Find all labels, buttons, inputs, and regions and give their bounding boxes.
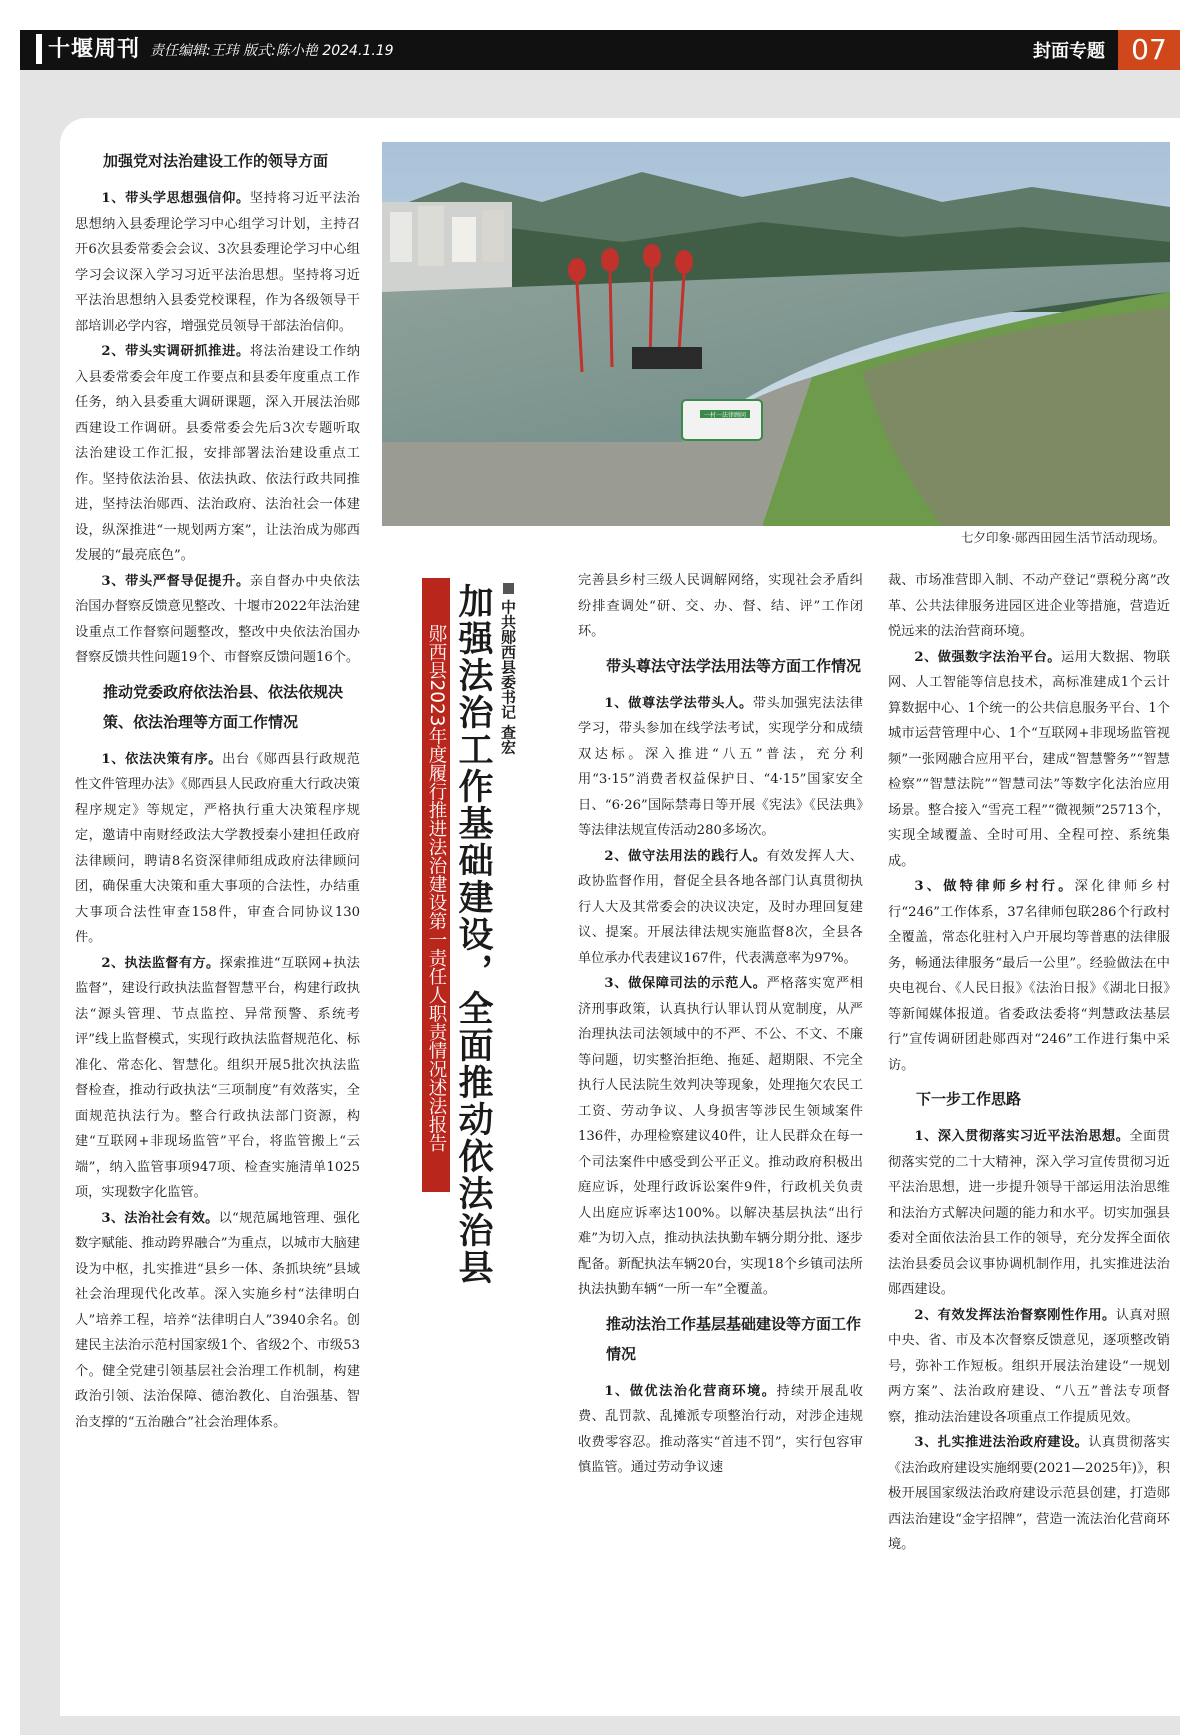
column-3	[888, 568, 1170, 1696]
paragraph: 1、依法决策有序。出台《郧西县行政规范性文件管理办法》《郧西县人民政府重大行政决策程序规定》等规定，严格执行重大决策程序规定，邀请中南财经政法大学教授秦小建担任政府法律顾问，聘请8名资深律师组成政府法律顾问团，确保重大决策和重大事项的合法性，办结重大事项合法性审查158件，审查合同协议130件。	[75, 751, 360, 945]
paragraph: 1、做尊法学法带头人。带头加强宪法法律学习，带头参加在线学法考试，实现学分和成绩双达标。深入推进“八五”普法，充分利用“3·15”消费者权益保护日、“4·15”国家安全日、“6·26”国际禁毒日等开展《宪法》《民法典》等法律法规宣传活动280多场次。	[578, 695, 863, 838]
paragraph: 3、带头严督导促提升。亲自督办中央依法治国办督察反馈意见整改、十堰市2022年法治建设重点工作督察问题整改，整改中央依法治国办督察反馈共性问题19个、市督察反馈问题16个。	[75, 573, 360, 665]
photo-caption: 七夕印象·郧西田园生活节活动现场。	[961, 530, 1165, 545]
paragraph: 完善县乡村三级人民调解网络，实现社会矛盾纠纷排查调处“研、交、办、督、结、评”工作闭环。	[578, 573, 863, 639]
event-photo	[382, 142, 1170, 526]
paragraph: 1、深入贯彻落实习近平法治思想。全面贯彻落实党的二十大精神，深入学习宣传贯彻习近平法治思想，进一步提升领导干部运用法治思维和法治方式解决问题的能力和水平。切实加强县委对全面依法治县工作的领导，充分发挥全面依法治县委员会议事协调机制作用，扎实推进法治郧西建设。	[888, 1129, 1170, 1297]
section-heading: 推动法治工作基层基础建设等方面工作情况	[606, 1314, 862, 1363]
editor-info: 责任编辑:王玮 版式:陈小艳 2024.1.19	[150, 43, 394, 59]
paragraph: 3、做保障司法的示范人。严格落实宽严相济刑事政策，认真执行认罪认罚从宽制度，从严治理执法司法领域中的不严、不公、不文、不廉等问题，切实整治拒绝、拖延、超期限、不完全执行人民法院生效判决等现象，处理拖欠农民工工资、劳动争议、人身损害等涉民生领域案件136件，办理检察建议40件，让人民群众在每一个司法案件中感受到公平正义。推动政府积极出庭应诉，处理行政诉讼案件9件，行政机关负责人出庭应诉率达100%。以解决基层执法“出行难”为切入点，推动执法执勤车辆分期分批、逐步配备。新配执法车辆20台，实现18个乡镇司法所执法执勤车辆“一所一车”全覆盖。	[578, 976, 863, 1297]
paragraph: 3、扎实推进法治政府建设。认真贯彻落实《法治政府建设实施纲要(2021—2025年)》，积极开展国家级法治政府建设示范县创建，打造郧西法治建设“金字招牌”，营造一流法治化营商环境。	[888, 1435, 1170, 1552]
section-heading: 推动党委政府依法治县、依法依规决策、依法治理等方面工作情况	[103, 682, 344, 731]
section-heading: 带头尊法守法学法用法等方面工作情况	[606, 656, 862, 675]
paragraph: 2、做守法用法的践行人。有效发挥人大、政协监督作用，督促全县各地各部门认真贯彻执行人大及其常委会的决议决定，及时办理回复建议、提案。开展法律法规实施监督8次，全县各单位承办代表建议167件，代表满意率为97%。	[578, 848, 863, 966]
paragraph: 1、带头学思想强信仰。坚持将习近平法治思想纳入县委理论学习中心组学习计划，主持召开6次县委常委会会议、3次县委理论学习中心组学习会议深入学习习近平法治思想。坚持将习近平法治思想纳入县委党校课程，作为各级领导干部培训必学内容，增强党员领导干部法治信仰。	[75, 191, 360, 334]
page-number: 07	[1118, 30, 1180, 70]
paragraph: 1、做优法治化营商环境。持续开展乱收费、乱罚款、乱摊派专项整治行动，对涉企违规收费零容忍。推动落实“首违不罚”，实行包容审慎监管。通过劳动争议速	[578, 1383, 863, 1475]
section-heading: 下一步工作思路	[916, 1090, 1022, 1108]
paragraph: 2、做强数字法治平台。运用大数据、物联网、人工智能等信息技术，高标准建成1个云计算数据中心、1个统一的公共信息服务平台、1个城市运营管理中心、1个“互联网+非现场监管视频”一张网融合应用平台，建成“智慧警务”“智慧检察”“智慧法院”“智慧司法”等数字化法治应用场景。整合接入“雪亮工程”“微视频”25713个，实现全域覆盖、全时可用、全程可控、系统集成。	[888, 649, 1170, 869]
paragraph: 2、有效发挥法治督察刚性作用。认真对照中央、省、市及本次督察反馈意见，逐项整改销号，弥补工作短板。组织开展法治建设“一规划两方案”、法治政府建设、“八五”普法专项督察，推动法治建设各项重点工作提质见效。	[888, 1307, 1170, 1425]
section-name: 封面专题	[1033, 41, 1105, 62]
article-subtitle: 郧西县2023年度履行推进法治建设第一责任人职责情况述法报告	[422, 578, 450, 1192]
paragraph: 裁、市场准营即入制、不动产登记“票税分离”改革、公共法律服务进园区进企业等措施，营造近悦远来的法治营商环境。	[888, 573, 1170, 639]
section-heading: 加强党对法治建设工作的领导方面	[103, 152, 329, 170]
newspaper-brand: 十堰周刊	[36, 34, 140, 64]
van-banner: 一村一法律顾问	[703, 412, 747, 419]
paragraph: 2、执法监督有方。探索推进“互联网+执法监督”，建设行政执法监督智慧平台，构建行政执法“源头管理、节点监控、异常预警、系统考评”线上监督模式，实现行政执法监督规范化、标准化、常态化、智慧化。组织开展5批次执法监督检查，推动行政执法“三项制度”有效落实，全面规范执法行为。整合行政执法部门资源，构建“互联网+非现场监管”平台，将监管搬上“云端”，纳入监管事项947项、检查实施清单1025项，实现数字化监管。	[75, 955, 360, 1200]
square-bullet-icon	[503, 583, 514, 594]
column-1	[75, 140, 360, 1695]
paragraph: 2、带头实调研抓推进。将法治建设工作纳入县委常委会年度工作要点和县委年度重点工作任务，纳入县委重大调研课题，深入开展法治郧西建设工作调研。县委常委会先后3次专题听取法治建设工作汇报，安排部署法治建设重点工作。坚持依法治县、依法执政、依法行政共同推进，坚持法治郧西、法治政府、法治社会一体建设，纵深推进“一规划两方案”，让法治成为郧西发展的“最亮底色”。	[75, 344, 360, 563]
paragraph: 3、做特律师乡村行。深化律师乡村行“246”工作体系，37名律师包联286个行政村全覆盖，常态化驻村入户开展均等普惠的法律服务，畅通法律服务“最后一公里”。经验做法在中央电视台、《人民日报》《法治日报》《湖北日报》等新闻媒体报道。省委政法委将“判慧政法基层行”宣传调研团赴郧西对“246”工作进行集中采访。	[888, 879, 1170, 1073]
masthead-bar	[20, 30, 1180, 70]
column-2	[578, 568, 863, 1696]
festival-scene-illustration	[382, 142, 1170, 526]
paragraph: 3、法治社会有效。以“规范属地管理、强化数字赋能、推动跨界融合”为重点，以城市大脑建设为中枢，扎实推进“县乡一体、条抓块统”县域社会治理现代化改革。深入实施乡村“法律明白人”培养工程，培养“法律明白人”3940余名。创建民主法治示范村国家级1个、省级2个、市级53个。健全党建引领基层社会治理工作机制，构建政治引领、法治保障、德治教化、自治强基、智治支撑的“五治融合”社会治理体系。	[75, 1210, 360, 1430]
author-line: 中共郧西县委书记 查宏	[498, 583, 519, 754]
article-title: 加强法治工作基础建设，全面推动依法治县	[453, 583, 494, 1286]
